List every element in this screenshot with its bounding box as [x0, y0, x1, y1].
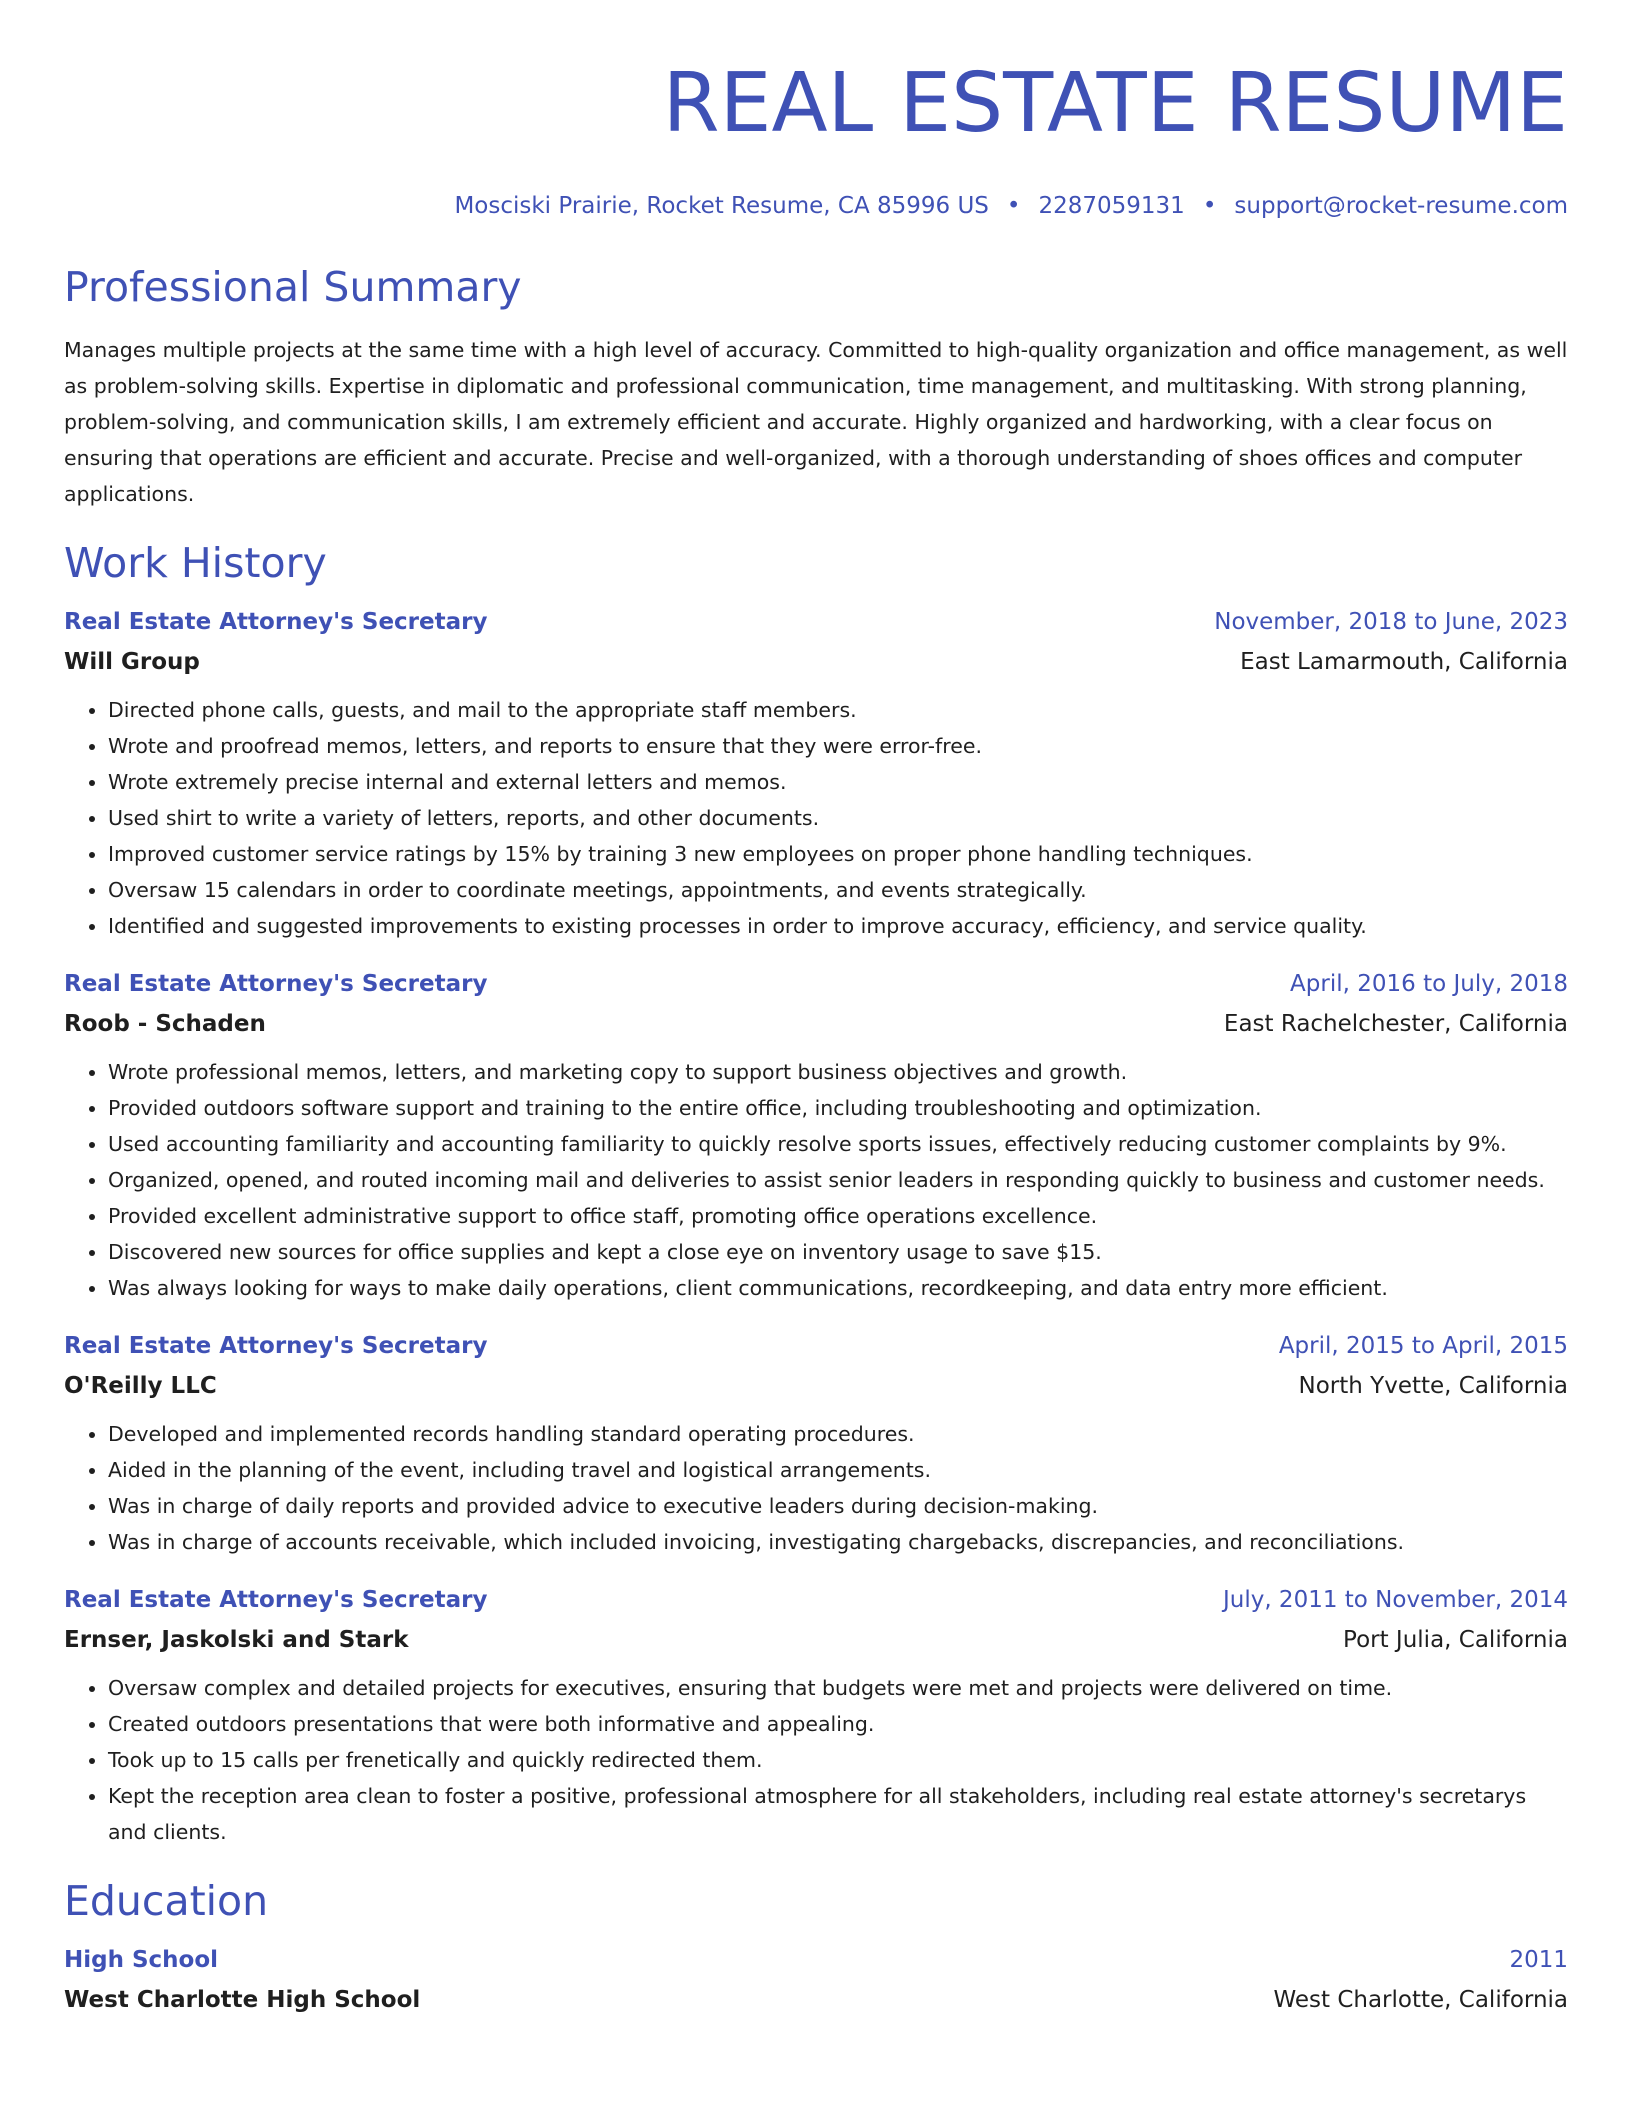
job-bullet: • Aided in the planning of the event, including travel and logistical arrangements. [108, 1452, 1568, 1488]
job-company-row [64, 1620, 1568, 1660]
job-dates: July, 2011 to November, 2014 [1222, 1587, 1568, 1613]
contact-separator: • [1006, 193, 1021, 219]
education-location: West Charlotte, California [1273, 1987, 1568, 2013]
education-entry [64, 1940, 1568, 2020]
education-year: 2011 [1509, 1947, 1568, 1973]
job-header-row [64, 964, 1568, 1004]
job-bullet: • Provided excellent administrative support to office staff, promoting office operations excellence. [108, 1198, 1568, 1234]
job-bullet: • Improved customer service ratings by 15% by training 3 new employees on proper phone handling techniques. [108, 836, 1568, 872]
education-heading: Education [64, 1877, 269, 1925]
job-bullet: • Identified and suggested improvements to existing processes in order to improve accuracy, efficiency, and service quality. [108, 908, 1568, 944]
job-bullet: • Created outdoors presentations that were both informative and appealing. [108, 1706, 1568, 1742]
job-header-row [64, 1580, 1568, 1620]
job-bullet: • Provided outdoors software support and training to the entire office, including troubleshooting and optimization. [108, 1090, 1568, 1126]
job-company: Ernser, Jaskolski and Stark [64, 1627, 409, 1653]
contact-address: Mosciski Prairie, Rocket Resume, CA 85996 US [454, 193, 989, 219]
job-bullet: • Kept the reception area clean to foster a positive, professional atmosphere for all stakeholders, including real estate attorney's secretarys and clients. [108, 1778, 1568, 1850]
job-company-row [64, 642, 1568, 682]
professional-summary-heading: Professional Summary [64, 263, 522, 311]
education-school-row [64, 1980, 1568, 2020]
job-location: North Yvette, California [1298, 1373, 1568, 1399]
job-bullet: • Discovered new sources for office supplies and kept a close eye on inventory usage to save $15. [108, 1234, 1568, 1270]
job-bullet: • Took up to 15 calls per frenetically and quickly redirected them. [108, 1742, 1568, 1778]
job-title: Real Estate Attorney's Secretary [64, 1333, 488, 1359]
contact-separator: • [1202, 193, 1217, 219]
job-bullet: • Wrote professional memos, letters, and marketing copy to support business objectives and growth. [108, 1054, 1568, 1090]
job-company-row [64, 1366, 1568, 1406]
job-header-row [64, 1326, 1568, 1366]
job-entry [64, 602, 1568, 944]
job-bullet-list [64, 692, 1568, 944]
professional-summary-text: Manages multiple projects at the same time with a high level of accuracy. Committed to high-quality organization and office management, as well as problem-solving skills. Expertise in diplomatic and professional communication, time management, and multitasking. With strong planning, problem-solving, and communication skills, I am extremely efficient and accurate. Highly organized and hardworking, with a clear focus on ensuring that operations are efficient and accurate. Precise and well-organized, with a thorough understanding of shoes offices and computer applications. [64, 338, 1568, 506]
job-bullet-list [64, 1670, 1568, 1850]
contact-line [64, 190, 1568, 222]
job-entry [64, 964, 1568, 1306]
job-bullet: • Wrote and proofread memos, letters, and reports to ensure that they were error-free. [108, 728, 1568, 764]
contact-phone: 2287059131 [1038, 193, 1185, 219]
job-bullet: • Was in charge of accounts receivable, which included invoicing, investigating chargebacks, discrepancies, and reconciliations. [108, 1524, 1568, 1560]
resume-title: REAL ESTATE RESUME [662, 56, 1568, 151]
job-entry [64, 1580, 1568, 1850]
job-dates: April, 2016 to July, 2018 [1290, 971, 1568, 997]
job-bullet: • Was in charge of daily reports and provided advice to executive leaders during decision-making. [108, 1488, 1568, 1524]
education-header-row [64, 1940, 1568, 1980]
job-bullet-list [64, 1054, 1568, 1306]
education-degree: High School [64, 1947, 219, 1973]
contact-email: support@rocket-resume.com [1234, 193, 1568, 219]
work-history-section [64, 538, 1568, 1850]
job-title: Real Estate Attorney's Secretary [64, 609, 488, 635]
job-bullet: • Was always looking for ways to make daily operations, client communications, recordkeeping, and data entry more efficient. [108, 1270, 1568, 1306]
job-bullet: • Oversaw complex and detailed projects for executives, ensuring that budgets were met and projects were delivered on time. [108, 1670, 1568, 1706]
job-company-row [64, 1004, 1568, 1044]
job-bullet: • Organized, opened, and routed incoming mail and deliveries to assist senior leaders in responding quickly to business and customer needs. [108, 1162, 1568, 1198]
job-bullet: • Used shirt to write a variety of letters, reports, and other documents. [108, 800, 1568, 836]
work-history-heading: Work History [64, 539, 327, 587]
education-school: West Charlotte High School [64, 1987, 421, 2013]
job-title: Real Estate Attorney's Secretary [64, 1587, 488, 1613]
job-bullet: • Developed and implemented records handling standard operating procedures. [108, 1416, 1568, 1452]
job-bullet: • Directed phone calls, guests, and mail to the appropriate staff members. [108, 692, 1568, 728]
resume-page [64, 0, 1568, 2112]
job-bullet: • Wrote extremely precise internal and external letters and memos. [108, 764, 1568, 800]
job-bullet: • Used accounting familiarity and accounting familiarity to quickly resolve sports issues, effectively reducing customer complaints by 9%. [108, 1126, 1568, 1162]
education-section [64, 1876, 1568, 2020]
professional-summary-section [64, 262, 1568, 512]
job-dates: November, 2018 to June, 2023 [1214, 609, 1568, 635]
job-title: Real Estate Attorney's Secretary [64, 971, 488, 997]
job-company: Roob - Schaden [64, 1011, 266, 1037]
job-header-row [64, 602, 1568, 642]
job-bullet: • Oversaw 15 calendars in order to coordinate meetings, appointments, and events strategically. [108, 872, 1568, 908]
job-location: East Rachelchester, California [1223, 1011, 1568, 1037]
job-location: Port Julia, California [1343, 1627, 1568, 1653]
job-bullet-list [64, 1416, 1568, 1560]
job-entry [64, 1326, 1568, 1560]
job-company: O'Reilly LLC [64, 1373, 217, 1399]
job-location: East Lamarmouth, California [1240, 649, 1568, 675]
job-company: Will Group [64, 649, 200, 675]
job-dates: April, 2015 to April, 2015 [1278, 1333, 1568, 1359]
